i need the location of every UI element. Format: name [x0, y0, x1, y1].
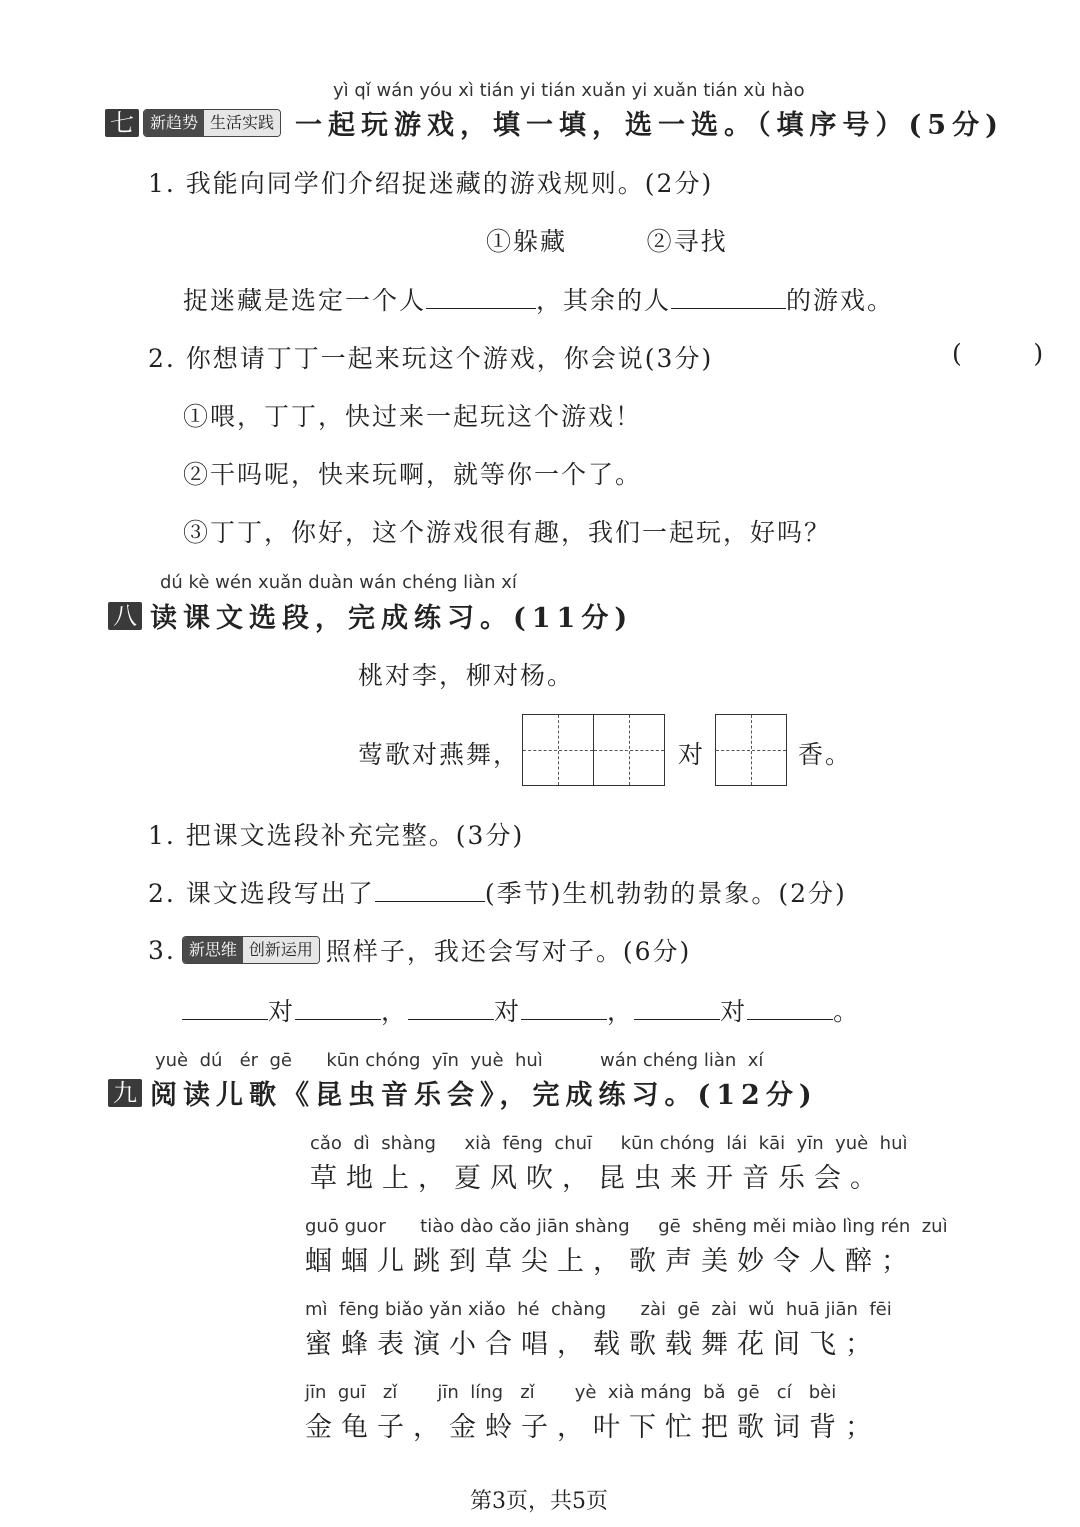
sec9-pinyin: yuè dú ér gē kūn chóng yīn yuè huì wán chéng liàn xí: [155, 1050, 764, 1071]
sec7-title: 一起玩游戏，填一填，选一选。（填序号）(5分): [295, 110, 1004, 141]
poem-pinyin-4: jīn guī zǐ jīn líng zǐ yè xià máng bǎ gē cí bèi: [305, 1382, 837, 1403]
sec8-q2-b: (季节)生机勃勃的景象。(2分): [484, 879, 847, 908]
sec9-header: [108, 1073, 818, 1112]
sec8-pinyin: dú kè wén xuǎn duàn wán chéng liàn xí: [160, 572, 517, 593]
poem-line-2: 蝈蝈儿跳到草尖上，歌声美妙令人醉；: [305, 1246, 917, 1277]
fill-text-c: 的游戏。: [786, 286, 895, 315]
couplet-blank[interactable]: [408, 994, 494, 1020]
dui-char: 对: [268, 997, 296, 1026]
sec8-q3: [148, 932, 691, 968]
option-1: ①喂，丁丁，快过来一起玩这个游戏！: [183, 402, 643, 431]
sec9-number: 九: [108, 1079, 142, 1107]
sec7-header: [105, 103, 1004, 142]
sec9-title: 阅读儿歌《昆虫音乐会》，完成练习。(12分): [150, 1080, 818, 1111]
tianzige-grid-2[interactable]: [715, 714, 787, 786]
sec7-fill: [183, 281, 894, 317]
season-blank[interactable]: [375, 876, 485, 902]
sec8-q2-a: 2. 课文选段写出了: [148, 879, 375, 908]
sec8-header: [108, 596, 633, 635]
sec7-tag: [143, 109, 281, 137]
couplet-blank[interactable]: [295, 994, 381, 1020]
couplet-blank[interactable]: [182, 994, 268, 1020]
period: 。: [833, 997, 861, 1026]
poem-pinyin-1: cǎo dì shàng xià fēng chuī kūn chóng lái kāi yīn yuè huì: [310, 1133, 908, 1154]
poem-line-4: 金龟子，金蛉子，叶下忙把歌词背；: [305, 1412, 881, 1443]
sec8-q2: [148, 874, 847, 910]
option-2: ②干吗呢，快来玩啊，就等你一个了。: [183, 460, 643, 489]
sec7-q1: 1. 我能向同学们介绍捉迷藏的游戏规则。(2分): [148, 169, 714, 198]
comma: ，: [607, 997, 635, 1026]
dui-char: 对: [494, 997, 522, 1026]
sec7-pinyin: yì qǐ wán yóu xì tián yi tián xuǎn yi xuǎn tián xù hào: [333, 80, 805, 101]
sec8-tag: [182, 936, 320, 964]
grid-cell[interactable]: [523, 715, 593, 785]
poem-pinyin-2: guō guor tiào dào cǎo jiān shàng gē shēng měi miào lìng rén zuì: [305, 1216, 948, 1237]
page-footer: 第3页，共5页: [470, 1489, 608, 1514]
poem-line-1: 草地上，夏风吹，昆虫来开音乐会。: [310, 1163, 886, 1194]
sec7-options: ①躲藏 ②寻找: [486, 227, 728, 256]
grid-cell[interactable]: [593, 715, 664, 785]
sec8-q3-num: 3.: [148, 935, 176, 965]
blank-1[interactable]: [426, 283, 536, 309]
fill-text-b: ，其余的人: [536, 286, 672, 315]
passage-line-1: 桃对李，柳对杨。: [358, 661, 575, 690]
answer-paren[interactable]: ( ): [952, 339, 1046, 368]
sec8-tag-a: 新思维: [183, 937, 243, 963]
grid-cell[interactable]: [716, 715, 786, 785]
sec8-tag-b: 创新运用: [243, 937, 319, 963]
option-3: ③丁丁，你好，这个游戏很有趣，我们一起玩，好吗？: [183, 518, 832, 547]
sec7-q2: 2. 你想请丁丁一起来玩这个游戏，你会说(3分): [148, 344, 714, 373]
sec8-q1: 1. 把课文选段补充完整。(3分): [148, 821, 525, 850]
sec7-tag-a: 新趋势: [144, 110, 204, 136]
couplet-blank[interactable]: [521, 994, 607, 1020]
couplet-blank[interactable]: [634, 994, 720, 1020]
sec8-q3-text: 照样子，我还会写对子。(6分): [325, 937, 692, 966]
blank-2[interactable]: [671, 283, 786, 309]
sec8-title: 读课文选段，完成练习。(11分): [150, 603, 634, 634]
couplet-blank[interactable]: [747, 994, 833, 1020]
poem-line-3: 蜜蜂表演小合唱，载歌载舞花间飞；: [305, 1329, 881, 1360]
tianzige-grid-1[interactable]: [522, 714, 665, 786]
couplet-blanks: [182, 992, 860, 1028]
dui-char: 对: [720, 997, 748, 1026]
sec8-number: 八: [108, 602, 142, 630]
comma: ，: [381, 997, 409, 1026]
sec7-tag-b: 生活实践: [204, 110, 280, 136]
poem-pinyin-3: mì fēng biǎo yǎn xiǎo hé chàng zài gē zài wǔ huā jiān fēi: [305, 1299, 892, 1320]
sec7-number: 七: [105, 109, 139, 137]
passage-line-2a: 莺歌对燕舞，: [358, 740, 521, 769]
passage-line-2c: 香。: [798, 740, 853, 769]
fill-text-a: 捉迷藏是选定一个人: [183, 286, 427, 315]
passage-dui: 对: [678, 740, 706, 769]
